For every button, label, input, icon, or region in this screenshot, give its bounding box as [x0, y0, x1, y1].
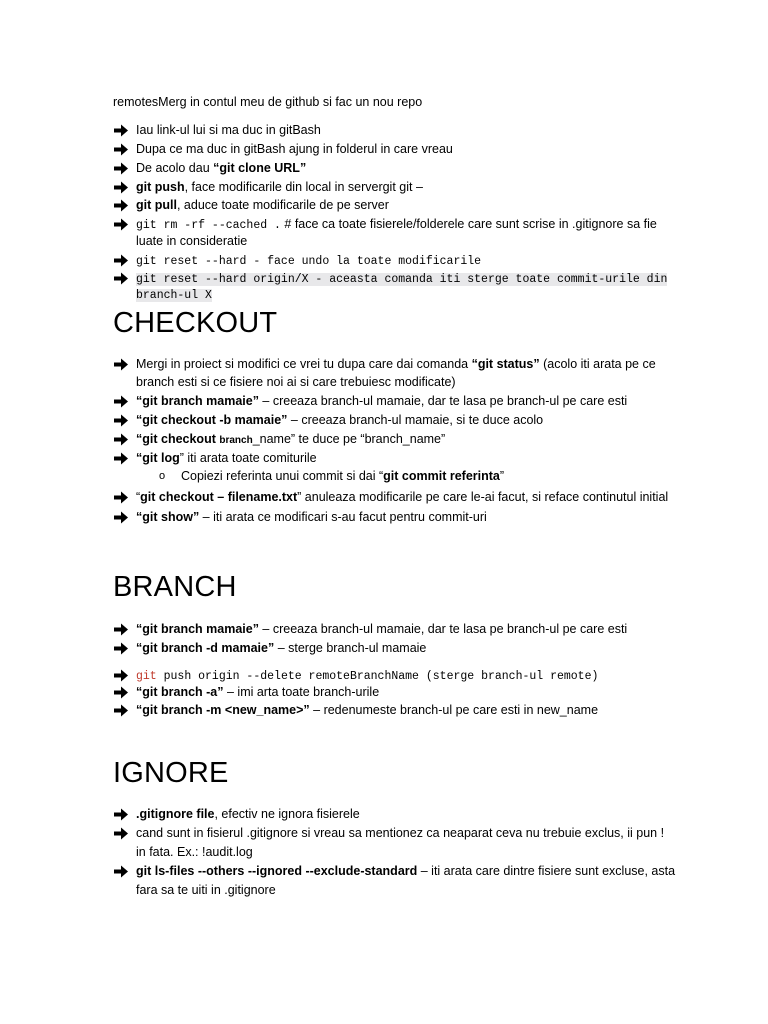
intro-line: remotesMerg in contul meu de github si fac un nou repo — [113, 95, 423, 109]
list-item — [136, 702, 598, 719]
text: ” — [499, 469, 505, 483]
arrow-right-icon — [113, 489, 129, 506]
command: “git clone URL” — [213, 161, 307, 175]
code: git reset --hard - face undo la toate modificarile — [136, 255, 482, 268]
arrow-right-icon — [113, 356, 129, 373]
code: branch-ul X — [136, 289, 212, 302]
arrow-right-icon — [113, 179, 129, 196]
arrow-right-icon — [113, 863, 129, 880]
list-item-continuation: in fata. Ex.: !audit.log — [136, 845, 253, 859]
section-heading-checkout: CHECKOUT — [113, 307, 278, 339]
command: git push — [136, 180, 185, 194]
list-item — [136, 667, 598, 685]
text: (acolo iti arata pe ce — [539, 357, 656, 371]
code: git rm -rf --cached . — [136, 219, 281, 232]
list-item-continuation: branch esti si ce fisiere noi ai si care trebuiesc modificate) — [136, 375, 456, 389]
list-item — [136, 270, 667, 288]
list-item — [136, 197, 389, 214]
text: , aduce toate modificarile de pe server — [176, 198, 389, 212]
list-item: Iau link-ul lui si ma duc in gitBash — [136, 123, 321, 137]
list-item — [136, 863, 675, 880]
code-keyword: git — [136, 670, 157, 683]
arrow-right-icon — [113, 160, 129, 177]
command: “git log — [136, 451, 180, 465]
text: “ — [136, 490, 141, 504]
arrow-right-icon — [113, 216, 129, 233]
text: – sterge branch-ul mamaie — [274, 641, 427, 655]
list-item: cand sunt in fisierul .gitignore si vreau sa mentionez ca neaparat ceva nu trebuie exclus, ii pun ! — [136, 826, 665, 840]
command: “git checkout — [136, 432, 220, 446]
text: , efectiv ne ignora fisierele — [214, 807, 360, 821]
text: te duce pe “branch_name” — [295, 432, 446, 446]
list-item — [136, 393, 627, 410]
text: – iti arata ce modificari s-au facut pentru commit-uri — [199, 510, 487, 524]
arrow-right-icon — [113, 393, 129, 410]
command: “git checkout -b mamaie” — [136, 413, 288, 427]
arrow-right-icon — [113, 122, 129, 139]
command: git ls-files --others --ignored --exclude-standard — [136, 864, 418, 878]
list-item-continuation: fara sa te uiti in .gitignore — [136, 883, 276, 897]
command-small: branch — [219, 435, 253, 446]
code: git reset --hard origin/X - aceasta comanda iti sterge toate commit-urile din — [136, 273, 668, 286]
text: Copiezi referinta unui commit si dai “ — [181, 469, 384, 483]
arrow-right-icon — [113, 825, 129, 842]
command: .gitignore file — [136, 807, 215, 821]
list-item — [136, 684, 379, 701]
arrow-right-icon — [113, 640, 129, 657]
list-item-continuation — [136, 286, 212, 304]
list-item — [136, 806, 360, 823]
arrow-right-icon — [113, 431, 129, 448]
list-item: Dupa ce ma duc in gitBash ajung in folderul in care vreau — [136, 142, 453, 156]
list-item — [136, 412, 543, 429]
command: “git branch -a” — [136, 685, 224, 699]
command: “git branch -m <new_name>” — [136, 703, 310, 717]
command: git commit referinta — [383, 469, 500, 483]
arrow-right-icon — [113, 141, 129, 158]
list-item — [136, 356, 656, 373]
command: “git show” — [136, 510, 200, 524]
arrow-right-icon — [113, 270, 129, 287]
sub-list-item — [181, 468, 504, 485]
arrow-right-icon — [113, 252, 129, 269]
text: , face modificarile din local in servergit git – — [184, 180, 423, 194]
arrow-right-icon — [113, 197, 129, 214]
text: # face ca toate fisierele/folderele care sunt scrise in .gitignore sa fie — [280, 217, 657, 231]
command: “git branch -d mamaie” — [136, 641, 275, 655]
text: – creeaza branch-ul mamaie, dar te lasa pe branch-ul pe care esti — [258, 622, 628, 636]
list-item — [136, 640, 426, 657]
arrow-right-icon — [113, 667, 129, 684]
circle-bullet: o — [159, 470, 166, 482]
text: – redenumeste branch-ul pe care esti in new_name — [309, 703, 599, 717]
arrow-right-icon — [113, 509, 129, 526]
arrow-right-icon — [113, 450, 129, 467]
text: Mergi in proiect si modifici ce vrei tu dupa care dai comanda — [136, 357, 472, 371]
list-item — [136, 450, 317, 467]
arrow-right-icon — [113, 806, 129, 823]
code: push origin --delete remoteBranchName (sterge branch-ul remote) — [156, 670, 599, 683]
section-heading-ignore: IGNORE — [113, 757, 229, 789]
command: git pull — [136, 198, 177, 212]
list-item — [136, 489, 668, 506]
text: ” anuleaza modificarile pe care le-ai facut, si reface continutul initial — [297, 490, 669, 504]
list-item — [136, 179, 423, 196]
command: “git status” — [471, 357, 540, 371]
list-item — [136, 252, 481, 270]
list-item — [136, 160, 306, 177]
arrow-right-icon — [113, 412, 129, 429]
text: – creeaza branch-ul mamaie, si te duce acolo — [287, 413, 544, 427]
list-item — [136, 509, 487, 526]
text: ” iti arata toate comiturile — [179, 451, 317, 465]
command: “git branch mamaie” — [136, 622, 259, 636]
text: – iti arata care dintre fisiere sunt excluse, asta — [417, 864, 676, 878]
arrow-right-icon — [113, 684, 129, 701]
text: – creeaza branch-ul mamaie, dar te lasa pe branch-ul pe care esti — [258, 394, 628, 408]
command: “git branch mamaie” — [136, 394, 259, 408]
text: – imi arta toate branch-urile — [223, 685, 380, 699]
list-item — [136, 216, 657, 234]
text: De acolo dau — [136, 161, 214, 175]
arrow-right-icon — [113, 702, 129, 719]
list-item — [136, 431, 445, 449]
command: git checkout – filename.txt — [140, 490, 298, 504]
list-item-continuation: luate in consideratie — [136, 234, 248, 248]
text: _name” — [252, 432, 296, 446]
arrow-right-icon — [113, 621, 129, 638]
list-item — [136, 621, 627, 638]
section-heading-branch: BRANCH — [113, 571, 237, 603]
